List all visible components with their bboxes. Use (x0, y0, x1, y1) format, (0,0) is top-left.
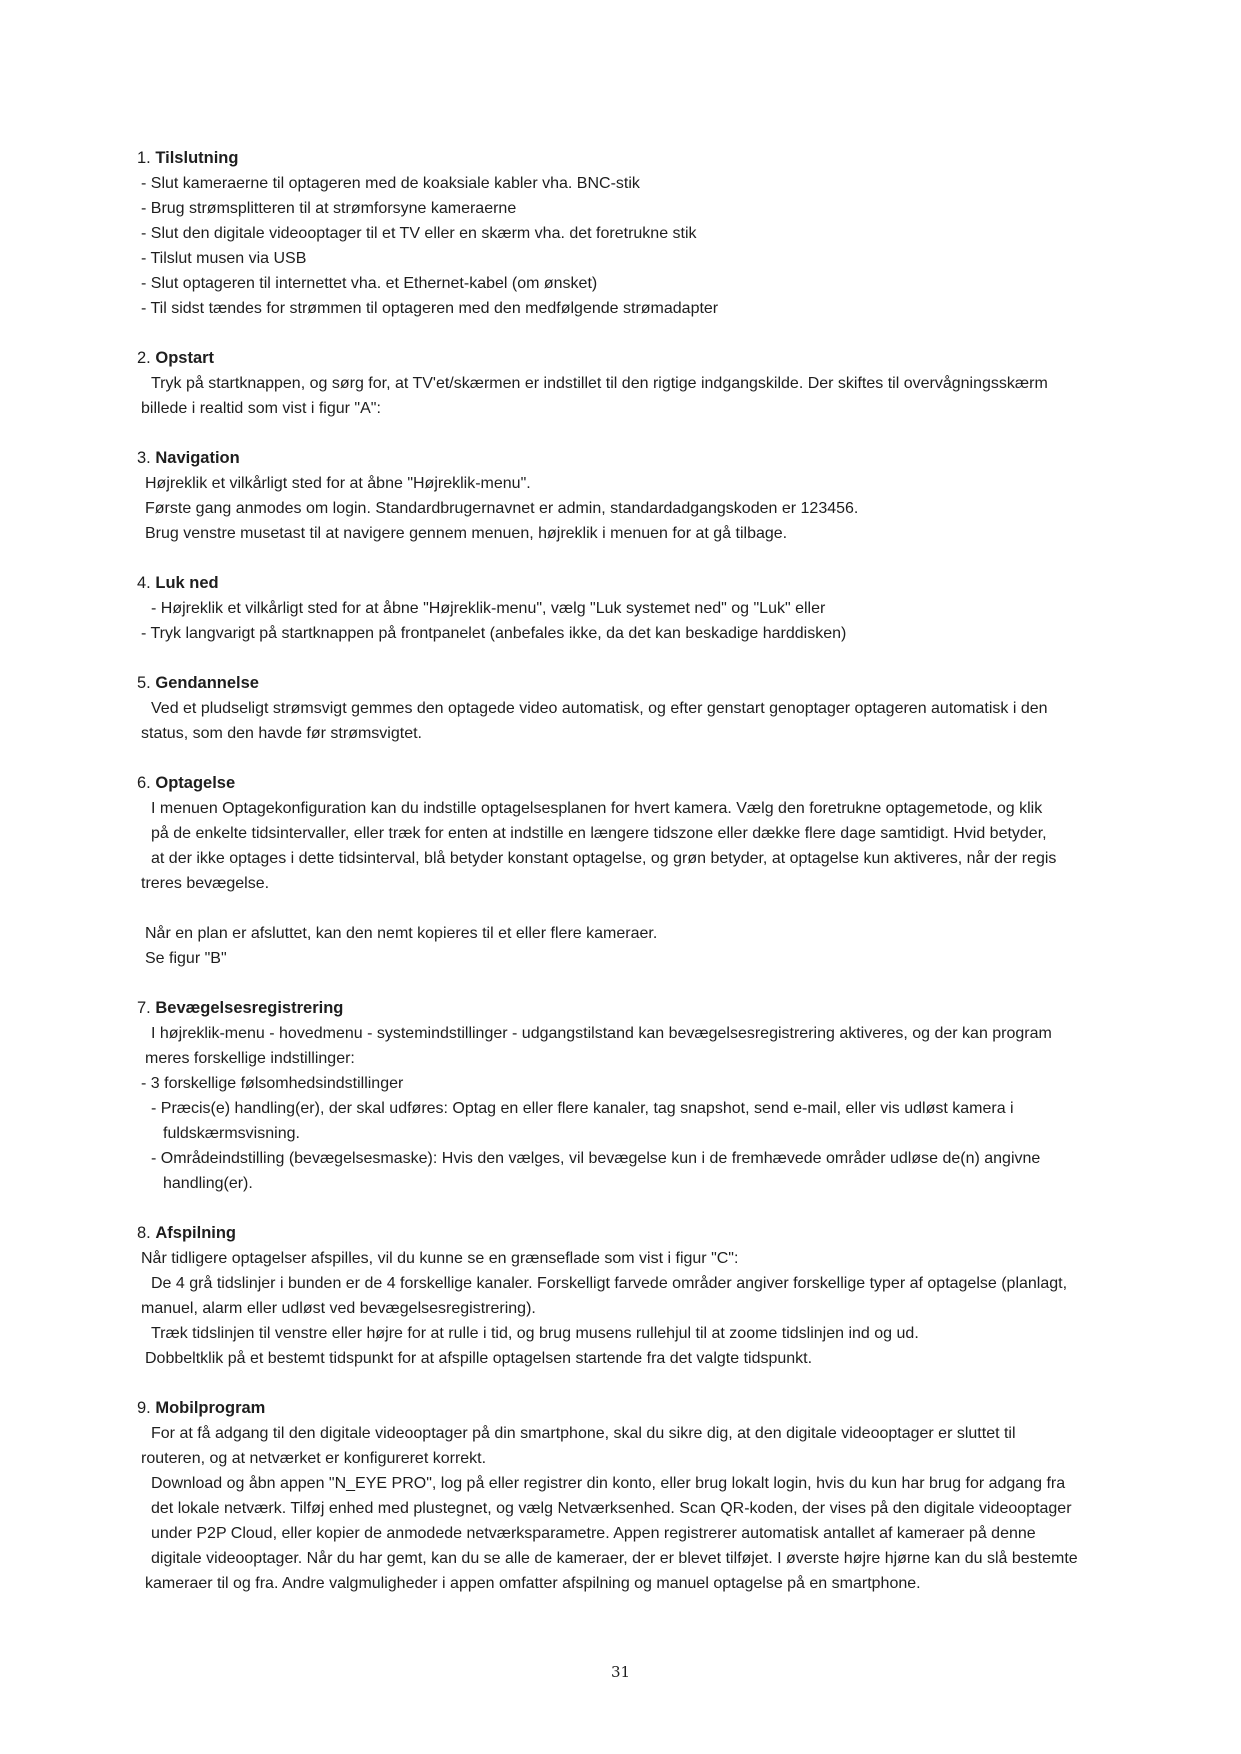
text-line: Tryk på startknappen, og sørg for, at TV'et/skærmen er indstillet til den rigtige indgangskilde. Der skiftes til overvågningsskærm (151, 375, 1048, 392)
text-line: I højreklik-menu - hovedmenu - systemindstillinger - udgangstilstand kan bevægelsesregistrering aktiveres, og der kan program (151, 1025, 1052, 1042)
blank-line (137, 896, 1117, 921)
section-heading: 8. Afspilning (137, 1224, 237, 1242)
section-heading: 5. Gendannelse (137, 674, 259, 692)
section-heading: 7. Bevægelsesregistrering (137, 999, 344, 1017)
section-opstart (137, 346, 1117, 421)
text-line: fuldskærmsvisning. (163, 1125, 300, 1142)
text-line: De 4 grå tidslinjer i bunden er de 4 forskellige kanaler. Forskelligt farvede områder angiver forskellige typer af optagelse (planlagt, (151, 1275, 1068, 1292)
text-line: meres forskellige indstillinger: (145, 1050, 355, 1067)
text-line: Ved et pludseligt strømsvigt gemmes den optagede video automatisk, og efter genstart genoptager optageren automatisk i den (151, 700, 1048, 717)
page-number: 31 (610, 1663, 631, 1681)
text-line: Højreklik et vilkårligt sted for at åbne "Højreklik-menu". (145, 475, 531, 492)
text-line: på de enkelte tidsintervaller, eller træk for enten at indstille en længere tidszone eller dække flere dage samtidigt. Hvid betyder, (151, 825, 1047, 842)
document-body (137, 146, 1117, 1596)
section-heading: 4. Luk ned (137, 574, 219, 592)
section-gendannelse (137, 671, 1117, 746)
section-bevaegelsesregistrering (137, 996, 1117, 1196)
section-afspilning (137, 1221, 1117, 1371)
text-line: - Tryk langvarigt på startknappen på frontpanelet (anbefales ikke, da det kan beskadige harddisken) (141, 625, 847, 642)
section-tilslutning (137, 146, 1117, 321)
text-line: billede i realtid som vist i figur "A": (141, 400, 381, 417)
text-line: I menuen Optagekonfiguration kan du indstille optagelsesplanen for hvert kamera. Vælg den foretrukne optagemetode, og klik (151, 800, 1043, 817)
text-line: at der ikke optages i dette tidsinterval, blå betyder konstant optagelse, og grøn betyder, at optagelse kun aktiveres, når der regis (151, 850, 1057, 867)
text-line: manuel, alarm eller udløst ved bevægelsesregistrering). (141, 1300, 536, 1317)
text-line: under P2P Cloud, eller kopier de anmodede netværksparametre. Appen registrerer automatisk antallet af kameraer på denne (151, 1525, 1036, 1542)
text-line: Når en plan er afsluttet, kan den nemt kopieres til et eller flere kameraer. (145, 925, 658, 942)
text-line: - Slut optageren til internettet vha. et Ethernet-kabel (om ønsket) (141, 275, 598, 292)
text-line: digitale videooptager. Når du har gemt, kan du se alle de kameraer, der er blevet tilføjet. I øverste højre hjørne kan du slå bestemte (151, 1550, 1078, 1567)
text-line: For at få adgang til den digitale videooptager på din smartphone, skal du sikre dig, at den digitale videooptager er sluttet til (151, 1425, 1016, 1442)
section-heading: 1. Tilslutning (137, 149, 239, 167)
section-heading: 9. Mobilprogram (137, 1399, 266, 1417)
text-line: - Slut kameraerne til optageren med de koaksiale kabler vha. BNC-stik (141, 175, 640, 192)
text-line: status, som den havde før strømsvigtet. (141, 725, 422, 742)
text-line: Se figur "B" (145, 950, 227, 967)
text-line: routeren, og at netværket er konfigureret korrekt. (141, 1450, 487, 1467)
text-line: Dobbeltklik på et bestemt tidspunkt for at afspille optagelsen startende fra det valgte tidspunkt. (145, 1350, 813, 1367)
text-line: Brug venstre musetast til at navigere gennem menuen, højreklik i menuen for at gå tilbage. (145, 525, 788, 542)
text-line: - Brug strømsplitteren til at strømforsyne kameraerne (141, 200, 517, 217)
text-line: kameraer til og fra. Andre valgmuligheder i appen omfatter afspilning og manuel optagelse på en smartphone. (145, 1575, 921, 1592)
text-line: - Områdeindstilling (bevægelsesmaske): Hvis den vælges, vil bevægelse kun i de fremhævede områder udløse de(n) angivne (151, 1150, 1041, 1167)
text-line: det lokale netværk. Tilføj enhed med plustegnet, og vælg Netværksenhed. Scan QR-koden, der vises på den digitale videooptager (151, 1500, 1072, 1517)
section-luk-ned (137, 571, 1117, 646)
section-navigation (137, 446, 1117, 546)
section-heading: 2. Opstart (137, 349, 215, 367)
section-heading: 3. Navigation (137, 449, 240, 467)
text-line: Første gang anmodes om login. Standardbrugernavnet er admin, standardadgangskoden er 123456. (145, 500, 859, 517)
text-line: - Tilslut musen via USB (141, 250, 307, 267)
text-line: Når tidligere optagelser afspilles, vil du kunne se en grænseflade som vist i figur "C": (141, 1250, 739, 1267)
text-line: Download og åbn appen "N_EYE PRO", log på eller registrer din konto, eller brug lokalt login, hvis du kun har brug for adgang fra (151, 1475, 1066, 1492)
section-heading: 6. Optagelse (137, 774, 236, 792)
text-line: - Til sidst tændes for strømmen til optageren med den medfølgende strømadapter (141, 300, 719, 317)
text-line: - 3 forskellige følsomhedsindstillinger (141, 1075, 404, 1092)
text-line: - Præcis(e) handling(er), der skal udføres: Optag en eller flere kanaler, tag snapshot, send e-mail, eller vis udløst kamera i (151, 1100, 1014, 1117)
text-line: treres bevægelse. (141, 875, 270, 892)
text-line: - Slut den digitale videooptager til et TV eller en skærm vha. det foretrukne stik (141, 225, 697, 242)
text-line: Træk tidslinjen til venstre eller højre for at rulle i tid, og brug musens rullehjul til at zoome tidslinjen ind og ud. (151, 1325, 919, 1342)
text-line: handling(er). (163, 1175, 253, 1192)
section-mobilprogram (137, 1396, 1117, 1596)
text-line: - Højreklik et vilkårligt sted for at åbne "Højreklik-menu", vælg "Luk systemet ned" og "Luk" eller (151, 600, 826, 617)
section-optagelse (137, 771, 1117, 971)
